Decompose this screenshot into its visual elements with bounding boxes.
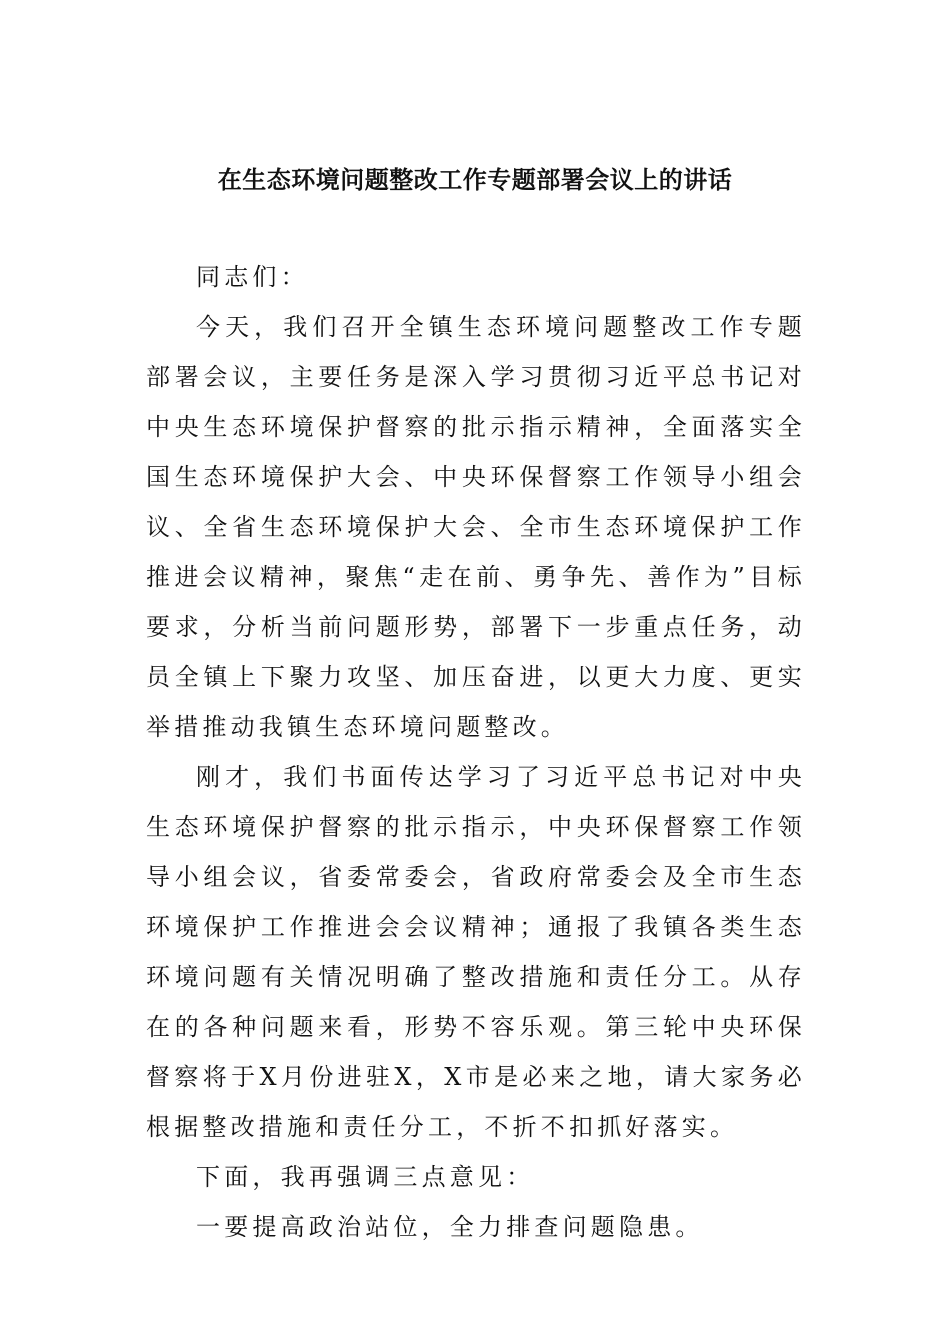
body-paragraph: 一要提高政治站位，全力排查问题隐患。 [196,1213,704,1241]
body-paragraph: 下面，我再强调三点意见： [196,1163,535,1191]
body-paragraph: 刚才，我们书面传达学习了习近平总书记对中央生态环境保护督察的批示指示，中央环保督察工作领导小组会议，省委常委会，省政府常委会及全市生态环境保护工作推进会会议精神；通报了我镇各类生态环境问题有关情况明确了整改措施和责任分工。从存在的各种问题来看，形势不容乐观。第三轮中央环保督察将于X月份进驻X，X市是必来之地，请大家务必根据整改措施和责任分工，不折不扣抓好落实。 [146,763,806,1141]
body-paragraph: 今天，我们召开全镇生态环境问题整改工作专题部署会议，主要任务是深入学习贯彻习近平总书记对中央生态环境保护督察的批示指示精神，全面落实全国生态环境保护大会、中央环保督察工作领导小组会议、全省生态环境保护大会、全市生态环境保护工作推进会议精神，聚焦“走在前、勇争先、善作为”目标要求，分析当前问题形势，部署下一步重点任务，动员全镇上下聚力攻坚、加压奋进，以更大力度、更实举措推动我镇生态环境问题整改。 [146,313,806,741]
document-body [146,252,806,1252]
document-title: 在生态环境问题整改工作专题部署会议上的讲话 [217,166,733,194]
salutation-paragraph: 同志们： [196,263,309,291]
